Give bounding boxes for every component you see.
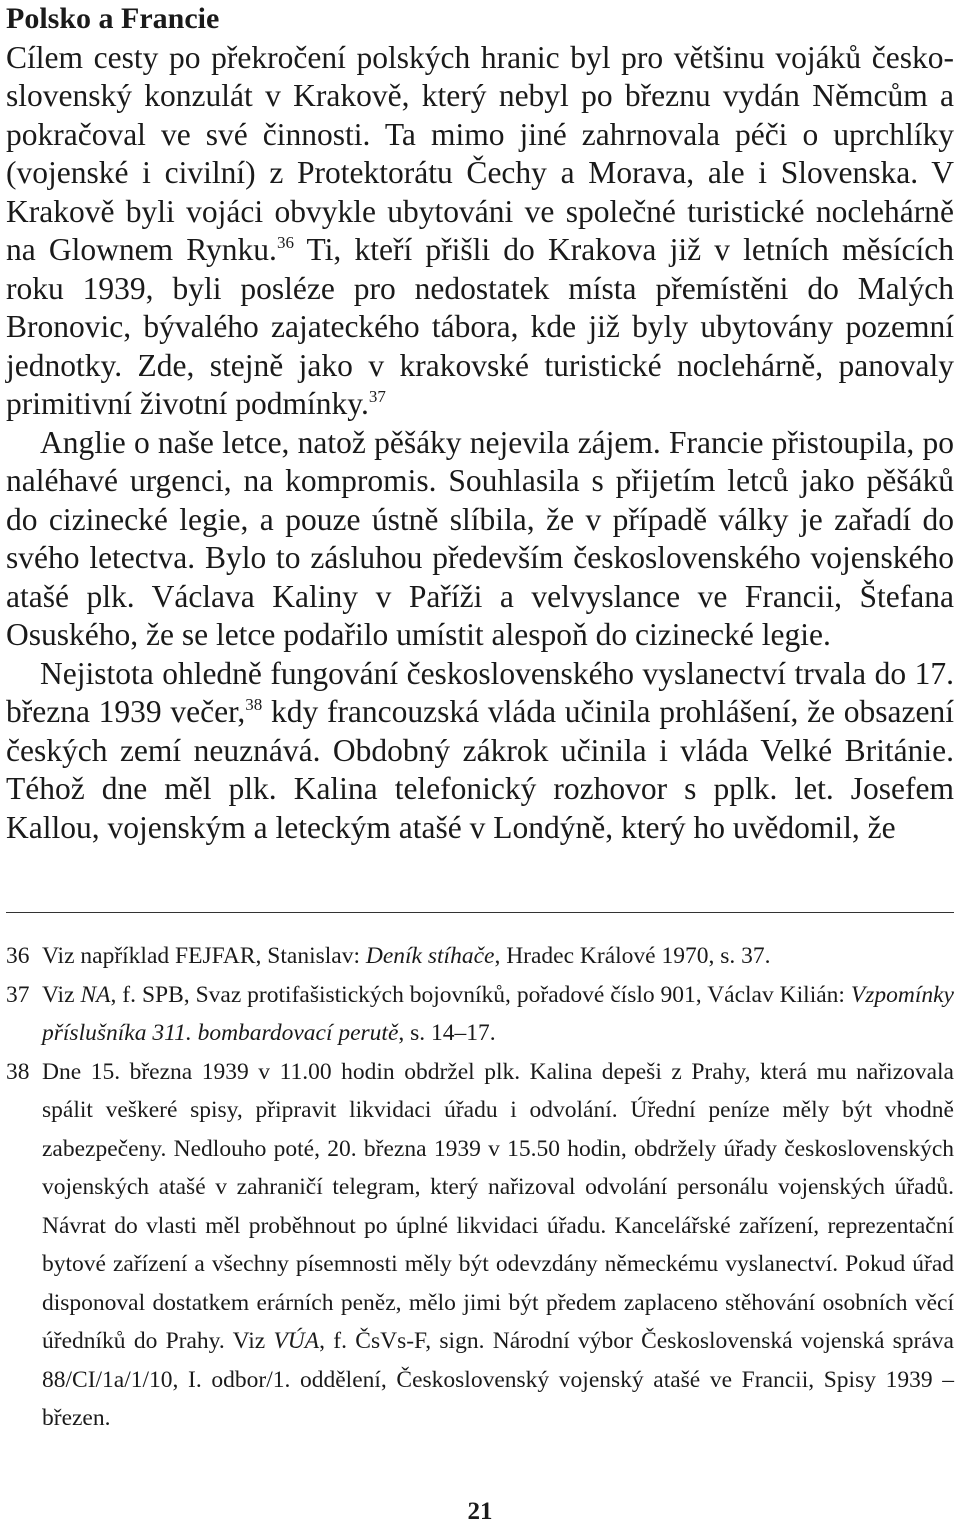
footnote-text [42, 976, 954, 1053]
body-paragraph-3 [6, 655, 954, 848]
footnote-text-segment: , f. SPB, Svaz protifašistických bojovníků, pořadové číslo 901, Václav Kilián: [110, 981, 851, 1008]
body-paragraph-1 [6, 39, 954, 424]
footnote-text-segment: Dne 15. března 1939 v 11.00 hodin obdržel plk. Kalina depeši z Prahy, která mu nařizovala spálit veškeré spisy, připravit likvidaci úřadu i odvolání. Úřední peníze měly být vhodně zabezpečeny. Nedlouho poté, 20. března 1939 v 15.50 hodin, obdržely úřady československých vojenských atašé v zahraničí telegram, který nařizoval odvolání personálu vojenských úřadů. Návrat do vlasti měl proběhnout po úplné likvidaci úřadu. Kancelářské zařízení, reprezentační bytové zařízení a všechny písemnosti měly být odevzdány německému vyslanectví. Pokud úřad disponoval dostatkem erárních peněz, mělo jimi být předem zaplaceno stěhování osobních věcí úředníků do Prahy. Viz [42, 1058, 954, 1354]
footnote-text-segment: Viz [42, 981, 81, 1008]
footnote-reference-37: 37 [368, 387, 386, 406]
paragraph-text: Cílem cesty po překročení polských hranic byl pro většinu vojáků československý konzulát v Krakově, který nebyl po březnu vydán Němcům a pokračoval ve své činnosti. Ta mimo jiné zahrnovala péči o uprchlíky (vojenské i civilní) z Protektorátu Čechy a Morava, ale i Slovenska. V Krakově byli vojáci obvykle ubytováni ve společné turistické noclehárně na Glownem Rynku. [6, 39, 954, 267]
paragraph-text: Nejistota ohledně fungování československého vyslanectví trvala do 17. března 1939 večer, [6, 655, 954, 729]
paragraph-text: Ti, kteří přišli do Krakova již v letních měsících roku 1939, byli posléze pro nedostatek místa přemístěni do Malých Bronovic, bývalého zajateckého tábora, kde již byly ubytovány pozemní jednotky. Zde, stejně jako v krakovské turistické noclehárně, panovaly primitivní životní podmínky. [6, 232, 955, 421]
footnote-number: 36 [6, 943, 30, 969]
footnote-archive-abbreviation: VÚA [273, 1328, 320, 1354]
footnote-text [42, 1053, 954, 1438]
body-paragraph-2 [6, 424, 954, 655]
footnote-text-segment: , Hradec Králové 1970, s. 37. [494, 943, 771, 969]
footnote-text [42, 937, 954, 976]
footnote-text-segment: Viz například FEJFAR, Stanislav: [42, 943, 366, 969]
footnote-archive-abbreviation: NA [80, 981, 111, 1008]
footnote-number: 37 [6, 981, 30, 1008]
footnote-38 [6, 1053, 954, 1438]
footnote-37 [6, 976, 954, 1053]
footnote-document-title: Vzpomínky příslušníka 311. bombardovací perutě [42, 981, 954, 1046]
footnote-number: 38 [6, 1058, 30, 1085]
footnote-reference-38: 38 [245, 695, 263, 714]
paragraph-text: kdy francouzská vláda učinila prohlášení, že obsazení českých zemí neuznává. Obdobný zákrok učinila i vláda Velké Británie. Téhož dne měl plk. Kalina telefonický rozhovor s pplk. let. Josefem Kallou, vojenským a leteckým atašé v Londýně, který ho uvědomil, že [6, 694, 954, 845]
footnote-text-segment: , f. ČsVs-F, sign. Národní výbor Československá vojenská správa 88/CI/1a/1/10, I. odbor/1. oddělení, Československý vojenský atašé ve Francii, Spisy 1939 – březen. [42, 1328, 954, 1431]
paragraph-text: Anglie o naše letce, natož pěšáky nejevila zájem. Francie přistoupila, po naléhavé urgenci, na kompromis. Souhlasila s přijetím letců jako pěšáků do cizinecké legie, a pouze ústně slíbila, že v případě války je zařadí do svého letectva. Bylo to zásluhou především československého vojenského atašé plk. Václava Kaliny v Paříži a velvyslance ve Francii, Štefana Osuského, že se letce podařilo umístit alespoň do cizinecké legie. [6, 424, 954, 652]
footnotes-section [6, 937, 954, 1438]
footnote-book-title: Deník stíhače [365, 943, 495, 969]
page-number: 21 [467, 1498, 493, 1525]
footnote-reference-36: 36 [276, 233, 294, 252]
section-heading: Polsko a Francie [6, 2, 220, 35]
footnote-36 [6, 937, 954, 976]
footnote-text-segment: , s. 14–17. [398, 1020, 496, 1046]
footnote-separator-rule [6, 912, 954, 913]
